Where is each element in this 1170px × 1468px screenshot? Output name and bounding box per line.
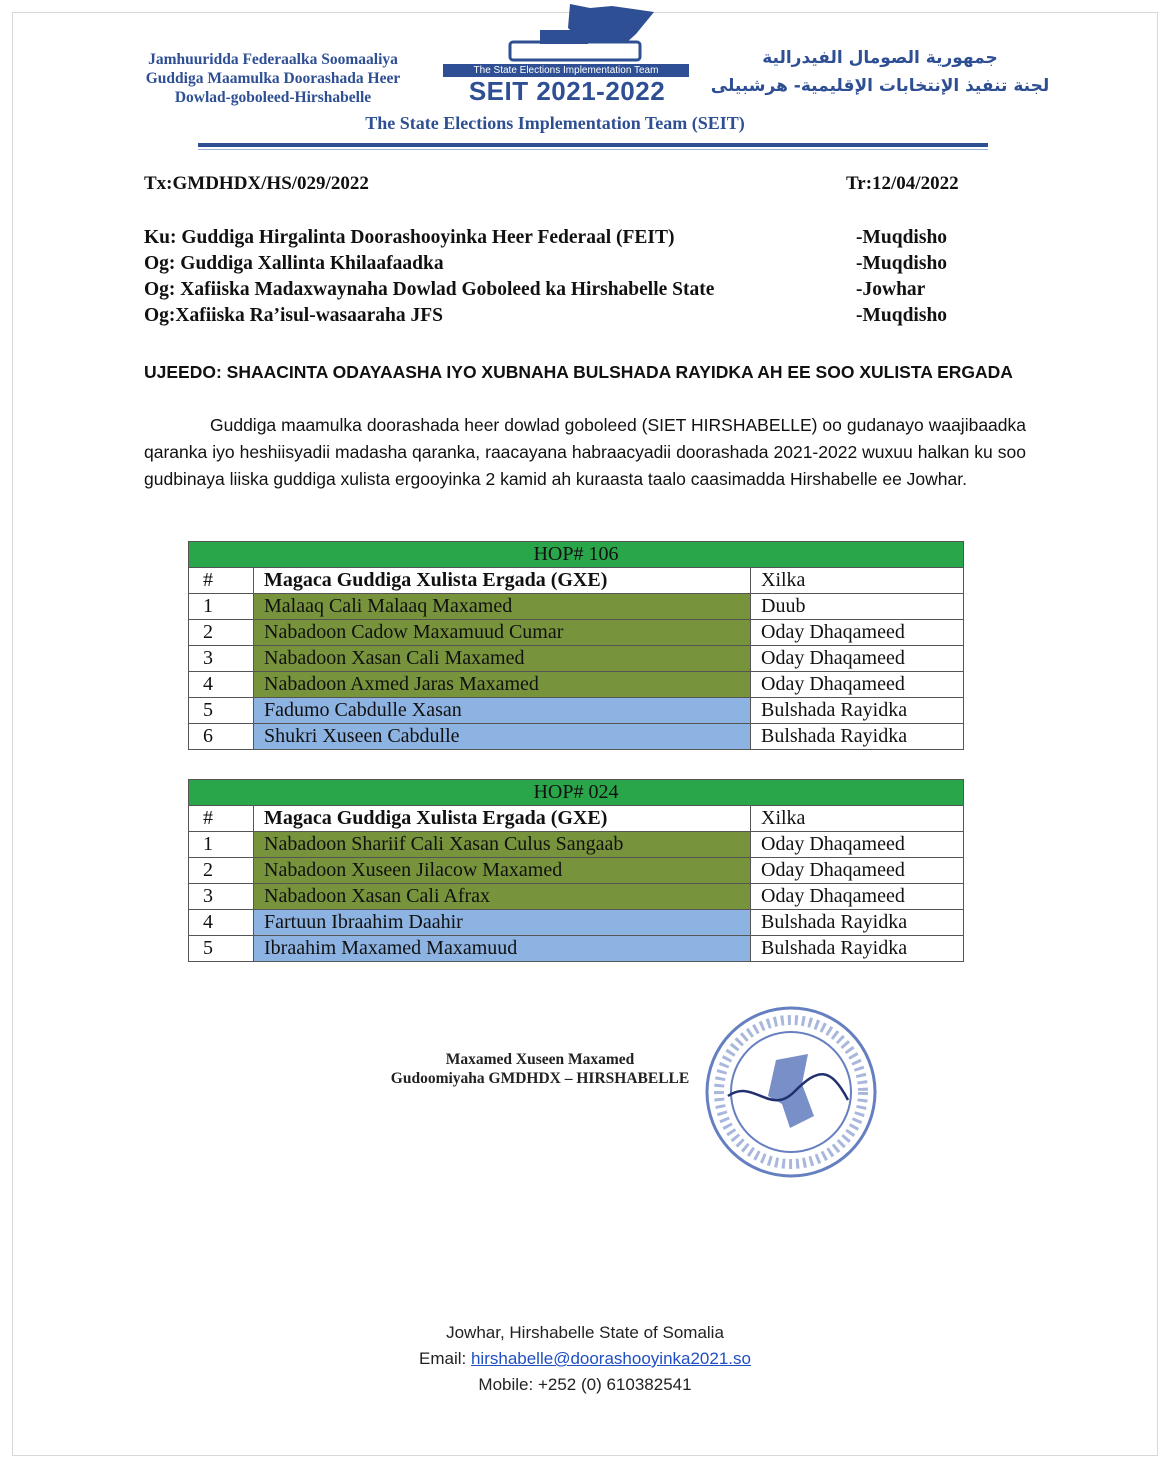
- hop-106-table: [188, 541, 964, 750]
- column-role-header: Xilka: [751, 806, 964, 832]
- row-number: 1: [189, 832, 254, 858]
- footer: [300, 1320, 870, 1398]
- row-number: 5: [189, 698, 254, 724]
- member-name: Fartuun Ibraahim Daahir: [254, 910, 751, 936]
- member-role: Oday Dhaqameed: [751, 620, 964, 646]
- letter-subject: UJEEDO: SHAACINTA ODAYAASHA IYO XUBNAHA BULSHADA RAYIDKA AH EE SOO XULISTA ERGADA: [144, 362, 1013, 382]
- member-role: Bulshada Rayidka: [751, 936, 964, 962]
- reference-date: Tr:12/04/2022: [846, 173, 959, 194]
- addressee-city: -Muqdisho: [856, 305, 948, 326]
- ballot-box-icon: [510, 42, 640, 60]
- member-role: Bulshada Rayidka: [751, 724, 964, 750]
- addressee-row: [144, 251, 974, 277]
- row-number: 3: [189, 646, 254, 672]
- addressee-name: Og: Xafiiska Madaxwaynaha Dowlad Goboleed ka Hirshabelle State: [144, 279, 715, 300]
- member-name: Fadumo Cabdulle Xasan: [254, 698, 751, 724]
- member-role: Bulshada Rayidka: [751, 698, 964, 724]
- footer-address: Jowhar, Hirshabelle State of Somalia: [446, 1323, 724, 1342]
- table-header-row: [189, 806, 964, 832]
- member-role: Duub: [751, 594, 964, 620]
- footer-mobile: Mobile: +252 (0) 610382541: [478, 1375, 692, 1394]
- table-row: [189, 724, 964, 750]
- table-title: HOP# 106: [189, 542, 964, 568]
- footer-email-link[interactable]: hirshabelle@doorashooyinka2021.so: [470, 1349, 751, 1368]
- footer-email-label: Email:: [419, 1349, 467, 1368]
- table-row: [189, 620, 964, 646]
- header-divider-thin: [198, 149, 988, 150]
- table-row: [189, 832, 964, 858]
- column-role-header: Xilka: [751, 568, 964, 594]
- member-name: Nabadoon Xasan Cali Afrax: [254, 884, 751, 910]
- member-role: Oday Dhaqameed: [751, 646, 964, 672]
- column-number-header: #: [189, 568, 254, 594]
- hop-024-table: [188, 779, 964, 962]
- addressee-city: -Muqdisho: [856, 253, 948, 274]
- member-role: Bulshada Rayidka: [751, 910, 964, 936]
- addressee-list: [144, 225, 974, 329]
- row-number: 5: [189, 936, 254, 962]
- table-title: HOP# 024: [189, 780, 964, 806]
- member-name: Ibraahim Maxamed Maxamuud: [254, 936, 751, 962]
- header-left-line: Dowlad-goboleed-Hirshabelle: [174, 89, 372, 106]
- member-name: Nabadoon Axmed Jaras Maxamed: [254, 672, 751, 698]
- official-stamp: [698, 1004, 884, 1180]
- table-header-row: [189, 568, 964, 594]
- header-divider: [198, 143, 988, 147]
- addressee-city: -Jowhar: [856, 279, 926, 300]
- addressee-row: [144, 277, 974, 303]
- table-row: [189, 858, 964, 884]
- member-name: Nabadoon Shariif Cali Xasan Culus Sangaab: [254, 832, 751, 858]
- row-number: 1: [189, 594, 254, 620]
- table-row: [189, 936, 964, 962]
- addressee-name: Ku: Guddiga Hirgalinta Doorashooyinka Heer Federaal (FEIT): [144, 227, 675, 248]
- member-name: Nabadoon Xasan Cali Maxamed: [254, 646, 751, 672]
- column-name-header: Magaca Guddiga Xulista Ergada (GXE): [254, 568, 751, 594]
- signatory-title: Gudoomiyaha GMDHDX – HIRSHABELLE: [390, 1070, 690, 1087]
- member-name: Nabadoon Cadow Maxamuud Cumar: [254, 620, 751, 646]
- header-somali-block: [108, 50, 438, 107]
- member-name: Nabadoon Xuseen Jilacow Maxamed: [254, 858, 751, 884]
- row-number: 2: [189, 620, 254, 646]
- column-number-header: #: [189, 806, 254, 832]
- logo-title: SEIT 2021-2022: [468, 76, 666, 106]
- header-subtitle: The State Elections Implementation Team (SEIT): [365, 113, 745, 133]
- header-right-line: جمهورية الصومال الفيدرالية: [762, 48, 998, 68]
- table-row: [189, 594, 964, 620]
- row-number: 2: [189, 858, 254, 884]
- header-right-line: لجنة تنفيذ الإنتخابات الإقليمية- هرشبيلى: [710, 76, 1050, 96]
- reference-number: Tx:GMDHDX/HS/029/2022: [144, 173, 369, 194]
- signature-block: [360, 1050, 720, 1088]
- member-role: Oday Dhaqameed: [751, 884, 964, 910]
- table-row: [189, 910, 964, 936]
- row-number: 3: [189, 884, 254, 910]
- addressee-name: Og:Xafiiska Ra’isul-wasaaraha JFS: [144, 305, 444, 326]
- table-row: [189, 646, 964, 672]
- addressee-row: [144, 303, 974, 329]
- member-role: Oday Dhaqameed: [751, 832, 964, 858]
- header-arabic-block: [700, 44, 1060, 100]
- member-name: Malaaq Cali Malaaq Maxamed: [254, 594, 751, 620]
- stamp-emblem-icon: [768, 1054, 814, 1128]
- header-left-line: Guddiga Maamulka Doorashada Heer: [145, 70, 401, 87]
- letter-body: Guddiga maamulka doorashada heer dowlad goboleed (SIET HIRSHABELLE) oo gudanayo waajibaadka qaranka iyo heshiisyadii madasha qaranka, raacayana habraacyadii doorashada 2021-2022 wuxuu halkan ku soo gudbinaya liiska guddiga xulista ergooyinka 2 kamid ah kuraasta taalo caasimadda Hirshabelle ee Jowhar.: [144, 415, 1026, 489]
- signatory-name: Maxamed Xuseen Maxamed: [445, 1051, 635, 1068]
- table-row: [189, 672, 964, 698]
- addressee-city: -Muqdisho: [856, 227, 948, 248]
- footer-email-row: [300, 1346, 870, 1372]
- row-number: 6: [189, 724, 254, 750]
- table-row: [189, 884, 964, 910]
- member-role: Oday Dhaqameed: [751, 858, 964, 884]
- member-name: Shukri Xuseen Cabdulle: [254, 724, 751, 750]
- addressee-name: Og: Guddiga Xallinta Khilaafaadka: [144, 253, 444, 274]
- column-name-header: Magaca Guddiga Xulista Ergada (GXE): [254, 806, 751, 832]
- row-number: 4: [189, 672, 254, 698]
- member-role: Oday Dhaqameed: [751, 672, 964, 698]
- header-left-line: Jamhuuridda Federaalka Soomaaliya: [148, 51, 398, 68]
- logo-tagline: The State Elections Implementation Team: [443, 64, 689, 77]
- table-row: [189, 698, 964, 724]
- row-number: 4: [189, 910, 254, 936]
- addressee-row: [144, 225, 974, 251]
